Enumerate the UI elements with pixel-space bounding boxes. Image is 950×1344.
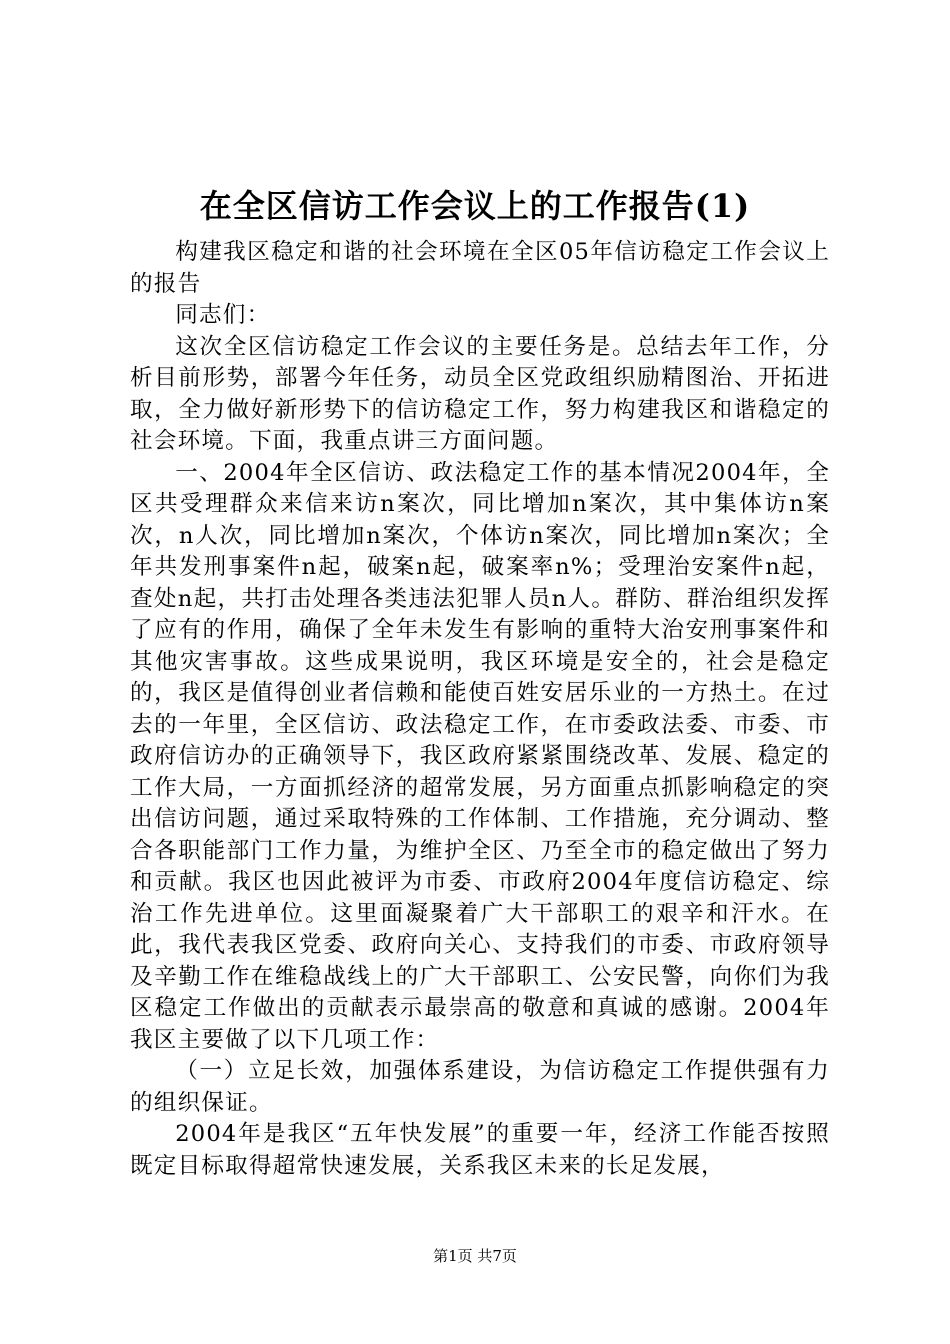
paragraph-intro: 这次全区信访稳定工作会议的主要任务是。总结去年工作，分析目前形势，部署今年任务，动员全区党政组织励精图治、开拓进取，全力做好新形势下的信访稳定工作，努力构建我区和谐稳定的社会环境。下面，我重点讲三方面问题。 bbox=[130, 333, 830, 454]
document-body bbox=[130, 237, 830, 1182]
paragraph-continuation: 2004年是我区“五年快发展”的重要一年，经济工作能否按照既定目标取得超常快速发展，关系我区未来的长足发展， bbox=[130, 1121, 830, 1179]
document-title: 在全区信访工作会议上的工作报告(1) bbox=[199, 187, 751, 225]
paragraph-subsection-one: （一）立足长效，加强体系建设，为信访稳定工作提供强有力的组织保证。 bbox=[130, 1058, 830, 1116]
paragraph-section-one: 一、2004年全区信访、政法稳定工作的基本情况2004年，全区共受理群众来信来访n案次，同比增加n案次，其中集体访n案次，n人次，同比增加n案次，个体访n案次，同比增加n案次；全年共发刑事案件n起，破案n起，破案率n%；受理治安案件n起，查处n起，共打击处理各类违法犯罪人员n人。群防、群治组织发挥了应有的作用，确保了全年未发生有影响的重特大治安刑事案件和其他灾害事故。这些成果说明，我区环境是安全的，社会是稳定的，我区是值得创业者信赖和能使百姓安居乐业的一方热土。在过去的一年里，全区信访、政法稳定工作，在市委政法委、市委、市政府信访办的正确领导下，我区政府紧紧围绕改革、发展、稳定的工作大局，一方面抓经济的超常发展，另方面重点抓影响稳定的突出信访问题，通过采取特殊的工作体制、工作措施，充分调动、整合各职能部门工作力量，为维护全区、乃至全市的稳定做出了努力和贡献。我区也因此被评为市委、市政府2004年度信访稳定、综治工作先进单位。这里面凝聚着广大干部职工的艰辛和汗水。在此，我代表我区党委、政府向关心、支持我们的市委、市政府领导及辛勤工作在维稳战线上的广大干部职工、公安民警，向你们为我区稳定工作做出的贡献表示最崇高的敬意和真诚的感谢。2004年我区主要做了以下几项工作： bbox=[130, 459, 830, 1053]
paragraph-salutation: 同志们： bbox=[175, 302, 271, 328]
page-footer: 第1页 共7页 bbox=[433, 1247, 517, 1265]
paragraph-subtitle: 构建我区稳定和谐的社会环境在全区05年信访稳定工作会议上的报告 bbox=[130, 239, 830, 297]
